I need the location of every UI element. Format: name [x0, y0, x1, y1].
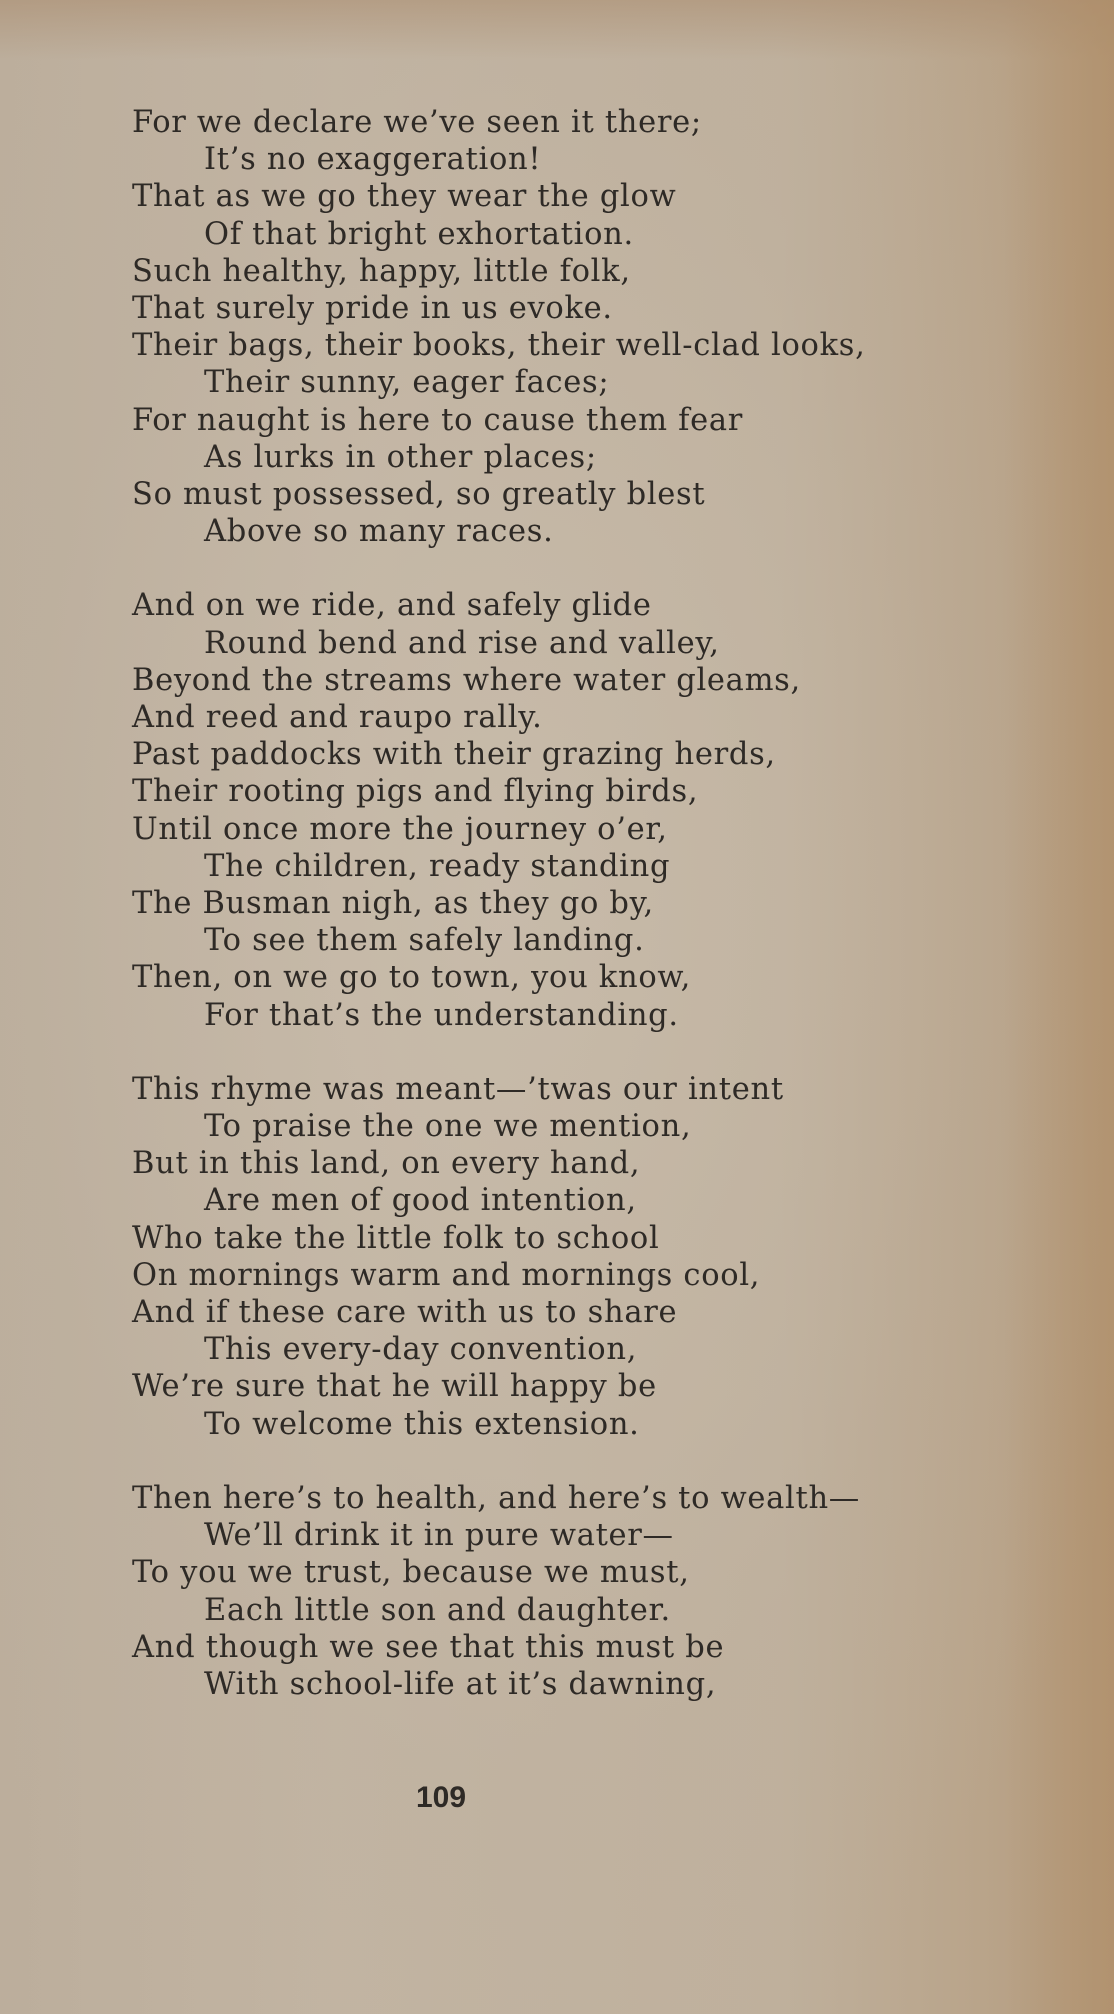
poem-line: And reed and raupo rally.: [132, 700, 543, 735]
poem-line: Their bags, their books, their well-clad looks,: [132, 328, 866, 364]
poem-line: As lurks in other places;: [204, 439, 597, 475]
poem-line: The Busman nigh, as they go by,: [132, 885, 654, 921]
poem-line: Such healthy, happy, little folk,: [132, 253, 631, 289]
poem-line: Their rooting pigs and flying birds,: [132, 774, 699, 810]
poem-line: And if these care with us to share: [132, 1295, 678, 1330]
poem-line: Of that bright exhortation.: [204, 216, 634, 252]
poem-line: Their sunny, eager faces;: [204, 365, 610, 401]
poem-line: To welcome this extension.: [204, 1406, 640, 1442]
stanza-gap: [132, 1034, 1032, 1071]
poem-line: To you we trust, because we must,: [132, 1555, 690, 1591]
poem-line: For that’s the understanding.: [204, 997, 679, 1033]
poem-line: Past paddocks with their grazing herds,: [132, 737, 776, 773]
poem-line: That as we go they wear the glow: [132, 179, 677, 215]
poem-line: It’s no exaggeration!: [204, 142, 542, 178]
poem-line: Each little son and daughter.: [204, 1592, 671, 1628]
poem-line: Are men of good intention,: [204, 1183, 637, 1219]
stanza: [132, 104, 1032, 550]
poem-line: Then, on we go to town, you know,: [132, 960, 691, 996]
poem-line: For we declare we’ve seen it there;: [132, 105, 702, 140]
poem-line: That surely pride in us evoke.: [132, 290, 613, 326]
poem-line: Above so many races.: [204, 514, 554, 550]
stanza: [132, 587, 1032, 1033]
poem-line: Round bend and rise and valley,: [204, 625, 720, 661]
poem-line: Beyond the streams where water gleams,: [132, 662, 801, 698]
poem-line: To see them safely landing.: [204, 923, 645, 959]
poem-line: To praise the one we mention,: [204, 1109, 692, 1145]
poem-line: The children, ready standing: [204, 848, 671, 884]
poem-line: Until once more the journey o’er,: [132, 811, 668, 847]
page-number: 109: [415, 1781, 467, 1814]
poem-line: And though we see that this must be: [132, 1629, 725, 1665]
poem-line: With school-life at it’s dawning,: [204, 1666, 717, 1702]
poem-line: So must possessed, so greatly blest: [132, 476, 706, 512]
poem-line: This rhyme was meant—’twas our intent: [132, 1071, 784, 1107]
poem-line: Then here’s to health, and here’s to wealth—: [132, 1480, 860, 1516]
stanza-gap: [132, 1443, 1032, 1480]
poem-line: This every-day convention,: [204, 1332, 638, 1368]
poem-line: Who take the little folk to school: [132, 1220, 660, 1256]
poem-line: For naught is here to cause them fear: [132, 402, 744, 438]
poem-text: [132, 104, 1032, 1703]
poem-line: But in this land, on every hand,: [132, 1146, 641, 1182]
stanza: [132, 1071, 1032, 1443]
poem-line: We’re sure that he will happy be: [132, 1369, 657, 1405]
stanza: [132, 1480, 1032, 1703]
stanza-gap: [132, 550, 1032, 587]
poem-line: We’ll drink it in pure water—: [204, 1518, 674, 1554]
poem-line: And on we ride, and safely glide: [132, 588, 652, 624]
poem-line: On mornings warm and mornings cool,: [132, 1257, 761, 1293]
